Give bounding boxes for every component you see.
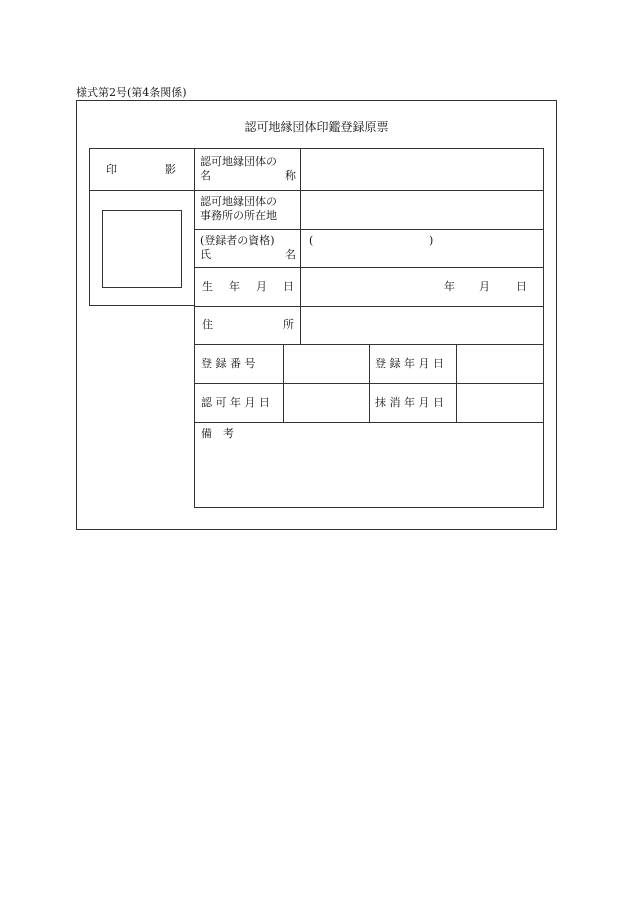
row-divider [194, 229, 544, 230]
grid-column-divider [283, 344, 284, 422]
form-number-header: 様式第2号(第4条関係) [76, 86, 187, 99]
office-address-line2: 事務所の所在地 [200, 209, 277, 222]
row-divider [194, 190, 544, 191]
remarks-label: 備 考 [201, 427, 234, 440]
row-divider [194, 267, 544, 268]
org-name-line1: 認可地縁団体の [200, 155, 277, 168]
office-address-label [200, 195, 298, 223]
office-address-line1: 認可地縁団体の [200, 195, 277, 208]
row-divider [194, 422, 544, 423]
registrant-qualification: (登録者の資格) [200, 234, 275, 247]
registrant-qualification-paren-close: ) [429, 234, 434, 247]
seal-divider [89, 190, 195, 191]
birth-date-month-unit: 月 [479, 280, 490, 293]
birth-date-label [202, 280, 294, 294]
address-label [202, 318, 294, 332]
form-title: 認可地縁団体印鑑登録原票 [244, 120, 389, 134]
seal-impression-label [106, 163, 176, 177]
birth-date-day-unit: 日 [516, 280, 527, 293]
birth-date-label-2: 年 [229, 280, 240, 293]
registrant-name-left: 氏 [200, 248, 211, 261]
birth-date-label-3: 月 [256, 280, 267, 293]
org-name-line2-left: 名 [200, 169, 211, 182]
label-column-divider [300, 148, 301, 344]
seal-label-right: 影 [165, 163, 176, 176]
org-name-label [200, 155, 296, 183]
row-divider [194, 306, 544, 307]
seal-stamp-area [102, 210, 182, 288]
birth-date-label-4: 日 [283, 280, 294, 293]
registration-number-label: 登 録 番 号 [201, 357, 256, 370]
birth-date-label-1: 生 [202, 280, 213, 293]
birth-date-year-unit: 年 [444, 280, 455, 293]
registrant-name-right: 名 [285, 248, 296, 261]
grid-column-divider [369, 344, 370, 422]
registrant-qualification-paren-open: ( [309, 234, 314, 247]
seal-label-left: 印 [106, 163, 117, 176]
registrant-label [200, 234, 296, 262]
registration-date-label: 登 録 年 月 日 [375, 357, 444, 370]
address-label-right: 所 [283, 318, 294, 331]
deletion-date-label: 抹 消 年 月 日 [375, 396, 444, 409]
approval-date-label: 認 可 年 月 日 [201, 396, 270, 409]
address-label-left: 住 [202, 318, 213, 331]
grid-column-divider [456, 344, 457, 422]
org-name-line2-right: 称 [285, 169, 296, 182]
